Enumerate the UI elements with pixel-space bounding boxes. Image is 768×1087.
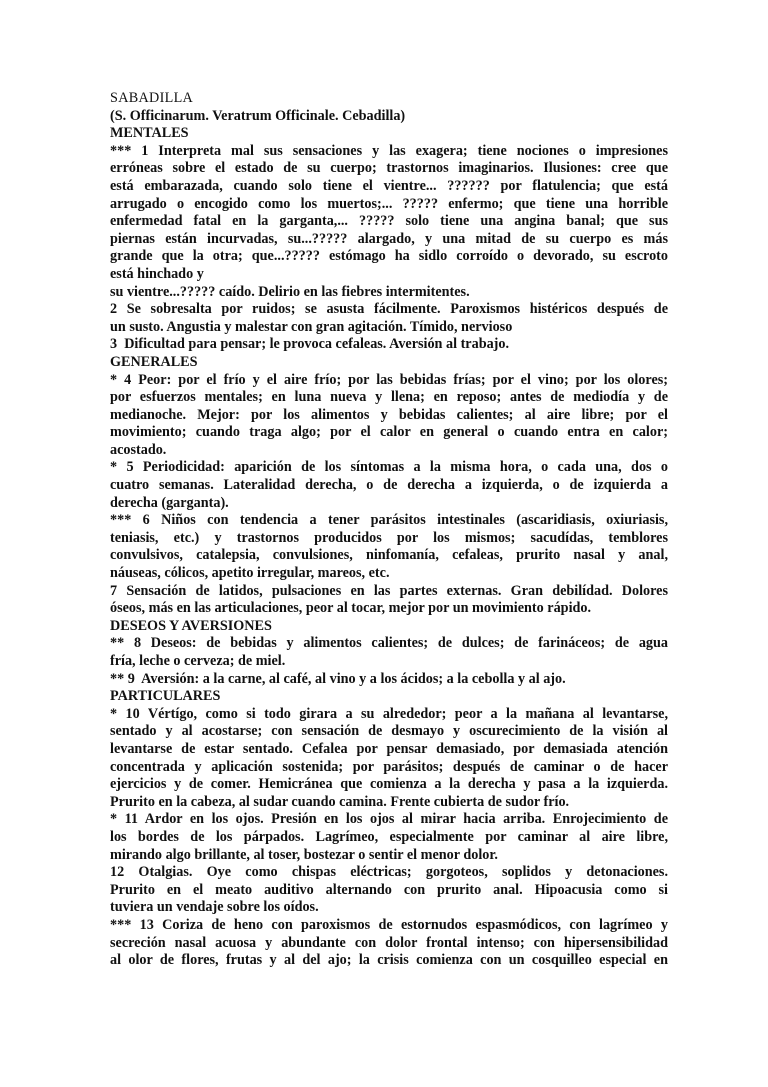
paragraph-line: mirando algo brillante, al toser, bostezar o sentir el menor dolor. <box>110 846 498 863</box>
paragraph-line: * 5 Periodicidad: aparición de los síntomas a la misma hora, o cada una, dos o <box>110 459 668 476</box>
paragraph-line: * 10 Vértígo, como si todo girara a su alrededor; peor a la mañana al levantarse, <box>110 705 668 722</box>
paragraph-line: 7 Sensación de latidos, pulsaciones en las partes externas. Gran debilídad. Dolores <box>110 582 668 599</box>
paragraph-line: convulsivos, catalepsia, convulsiones, ninfomanía, cefaleas, prurito nasal y anal, <box>110 547 668 564</box>
paragraph-line: 12 Otalgias. Oye como chispas eléctricas; gorgoteos, soplidos y detonaciones. <box>110 864 668 881</box>
paragraph-line: al olor de flores, frutas y al del ajo; la crisis comienza con un cosquilleo especial en <box>110 952 668 969</box>
document-title: SABADILLA <box>110 90 194 106</box>
paragraph-line: 2 Se sobresalta por ruidos; se asusta fácilmente. Paroxismos histéricos después de <box>110 301 668 318</box>
paragraph-line: un susto. Angustia y malestar con gran agitación. Tímido, nervioso <box>110 318 513 335</box>
paragraph-line: óseos, más en las articulaciones, peor al tocar, mejor por un movimiento rápido. <box>110 600 592 617</box>
document-subtitle: (S. Officinarum. Veratrum Officinale. Cebadilla) <box>110 107 406 124</box>
paragraph-line: está hinchado y <box>110 265 204 282</box>
paragraph-line: cuatro semanas. Lateralidad derecha, o de derecha a izquierda, o de izquierda a <box>110 477 668 494</box>
paragraph-line: grande que la otra; que...????? estómago ha sidlo corroído o devorado, su escroto <box>110 248 668 265</box>
paragraph-line: ejercicios y de comer. Hemicránea que comienza a la derecha y pasa a la izquierda. <box>110 776 668 793</box>
paragraph-line: náuseas, cólicos, apetito irregular, mareos, etc. <box>110 565 390 582</box>
paragraph-line: Prurito en el meato auditivo alternando con prurito anal. Hipoacusia como si <box>110 881 668 898</box>
paragraph-line: movimiento; cuando traga algo; por el calor en general o cuando entra en calor; <box>110 424 668 441</box>
paragraph-line: por esfuerzos mentales; en luna nueva y llena; en reposo; antes de mediodía y de <box>110 389 668 406</box>
paragraph-line: derecha (garganta). <box>110 494 229 511</box>
paragraph-line: Prurito en la cabeza, al sudar cuando camina. Frente cubierta de sudor frío. <box>110 793 570 810</box>
paragraph-line: tuviera un vendaje sobre los oídos. <box>110 899 319 916</box>
paragraph-line: *** 13 Coriza de heno con paroxismos de estornudos espasmódicos, con lagrímeo y <box>110 916 668 933</box>
paragraph-line: está embarazada, cuando solo tiene el vientre... ?????? por flatulencia; que está <box>110 177 668 194</box>
section-heading: PARTICULARES <box>110 688 221 705</box>
paragraph-line: arrugado o encogido como los muertos;... ????? enfermo; que tiene una horrible <box>110 195 668 212</box>
paragraph-line: 3 Dificultad para pensar; le provoca cefaleas. Aversión al trabajo. <box>110 336 510 353</box>
paragraph-line: secreción nasal acuosa y abundante con dolor frontal intenso; con hipersensibilidad <box>110 934 668 951</box>
paragraph-line: acostado. <box>110 441 167 458</box>
paragraph-line: su vientre...????? caído. Delirio en las fiebres intermitentes. <box>110 283 470 300</box>
paragraph-line: teniasis, etc.) y trastornos producidos por los mismos; sacudídas, temblores <box>110 529 668 546</box>
section-heading: MENTALES <box>110 125 189 142</box>
paragraph-line: * 11 Ardor en los ojos. Presión en los ojos al mirar hacia arriba. Enrojecimiento de <box>110 811 668 828</box>
paragraph-line: concentrada y aplicación sostenida; por parásitos; después de caminar o de hacer <box>110 758 668 775</box>
paragraph-line: ** 9 Aversión: a la carne, al café, al vino y a los ácidos; a la cebolla y al ajo. <box>110 670 566 687</box>
section-heading: DESEOS Y AVERSIONES <box>110 617 272 634</box>
paragraph-line: levantarse de estar sentado. Cefalea por pensar demasiado, por demasiada atención <box>110 740 668 757</box>
paragraph-line: *** 6 Niños con tendencia a tener parásitos intestinales (ascaridiasis, oxiuriasis, <box>110 512 668 529</box>
paragraph-line: piernas están incurvadas, su...????? alargado, y una mitad de su cuerpo es más <box>110 230 668 247</box>
paragraph-line: erróneas sobre el estado de su cuerpo; trastornos imaginarios. Ilusiones: cree que <box>110 160 668 177</box>
paragraph-line: sentado y al acostarse; con sensación de desmayo y oscurecimiento de la visión al <box>110 723 668 740</box>
paragraph-line: *** 1 Interpreta mal sus sensaciones y las exagera; tiene nociones o impresiones <box>110 142 668 159</box>
paragraph-line: fría, leche o cerveza; de miel. <box>110 653 286 669</box>
document-page <box>110 90 668 970</box>
paragraph-line: * 4 Peor: por el frío y el aire frío; por las bebidas frías; por el vino; por los olores; <box>110 371 668 388</box>
paragraph-line: enfermedad fatal en la garganta,... ????? solo tiene una angina banal; que sus <box>110 213 668 230</box>
paragraph-line: los bordes de los párpados. Lagrímeo, especialmente por caminar al aire libre, <box>110 828 668 845</box>
paragraph-line: ** 8 Deseos: de bebidas y alimentos calientes; de dulces; de farináceos; de agua <box>110 635 668 652</box>
paragraph-line: medianoche. Mejor: por los alimentos y bebidas calientes; al aire libre; por el <box>110 406 668 423</box>
section-heading: GENERALES <box>110 353 198 370</box>
document-body <box>110 125 668 970</box>
